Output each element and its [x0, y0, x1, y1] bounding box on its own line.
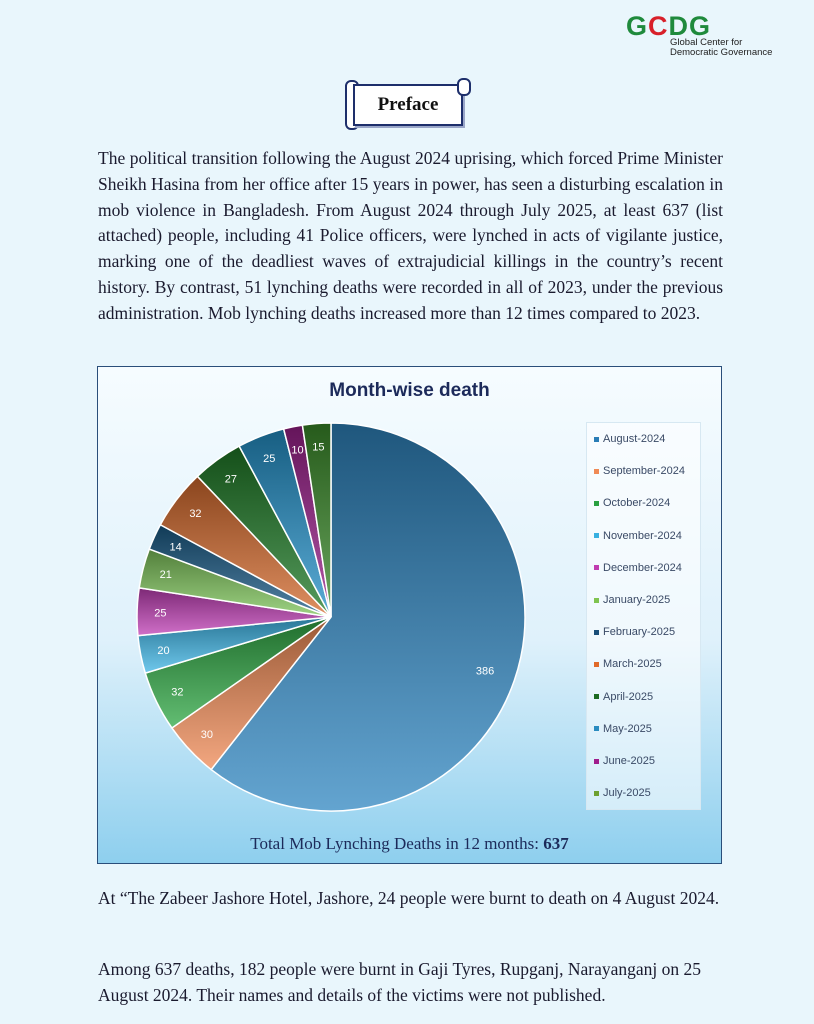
legend-swatch [594, 662, 599, 667]
data-label: 10 [291, 444, 304, 457]
legend-label: September-2024 [603, 465, 685, 478]
legend-swatch [594, 501, 599, 506]
logo-line-2: Democratic Governance [670, 47, 773, 58]
data-label: 386 [475, 665, 495, 678]
legend-item [594, 626, 675, 638]
legend-item [594, 465, 685, 477]
legend-swatch [594, 533, 599, 538]
total-label: Total Mob Lynching Deaths in 12 months: [250, 834, 544, 853]
legend-label: March-2025 [603, 658, 662, 671]
legend-label: October-2024 [603, 497, 671, 510]
chart-legend [586, 422, 701, 810]
pie-chart-panel [97, 366, 722, 864]
legend-label: May-2025 [603, 722, 652, 735]
logo-subtitle [670, 38, 796, 58]
page-title: Preface [377, 94, 439, 115]
legend-label: January-2025 [603, 594, 671, 606]
legend-swatch [594, 791, 599, 796]
data-label: 20 [157, 645, 170, 658]
legend-label: August-2024 [603, 433, 666, 445]
scroll-roll-right [457, 78, 471, 96]
legend-item [594, 433, 665, 445]
data-label: 30 [200, 729, 214, 742]
gaji-tyres-paragraph: Among 637 deaths, 182 people were burnt in Gaji Tyres, Rupganj, Narayanganj on 25 August 2024. Their names and details of the victims were not published. [98, 959, 702, 1005]
legend-item [594, 497, 670, 509]
scroll-box [353, 84, 463, 126]
legend-item [594, 691, 653, 703]
legend-swatch [594, 759, 599, 764]
gcdg-logo [626, 12, 796, 58]
legend-item [594, 755, 655, 767]
legend-label: December-2024 [603, 561, 682, 574]
legend-label: April-2025 [603, 690, 654, 703]
data-label: 25 [263, 452, 276, 465]
legend-item [594, 723, 652, 735]
data-label: 14 [169, 541, 182, 554]
preface-paragraph: The political transition following the August 2024 uprising, which forced Prime Minister Sheikh Hasina from her office after 15 years in power, has seen a disturbing escalation in mob violence in Bangladesh. From August 2024 through July 2025, at least 637 (list attached) people, including 41 Police officers, were lynched in acts of vigilante justice, marking one of the deadliest waves of extrajudicial killings in the country’s recent history. By contrast, 51 lynching deaths were recorded in all of 2023, under the previous administration. Mob lynching deaths increased more than 12 times compared to 2023. [98, 148, 723, 323]
total-deaths [98, 834, 721, 854]
total-value: 637 [543, 834, 569, 853]
preface-banner [343, 78, 471, 130]
logo-letters: GCDG [626, 11, 712, 41]
legend-item [594, 530, 682, 542]
legend-label: February-2025 [603, 626, 676, 639]
hotel-paragraph: At “The Zabeer Jashore Hotel, Jashore, 24 people were burnt to death on 4 August 2024. [98, 888, 720, 908]
legend-item [594, 787, 651, 799]
data-label: 15 [312, 441, 325, 454]
data-label: 27 [224, 473, 238, 486]
legend-item [594, 594, 670, 606]
data-label: 32 [171, 686, 184, 699]
legend-swatch [594, 630, 599, 635]
legend-swatch [594, 694, 599, 699]
legend-label: June-2025 [603, 755, 655, 767]
legend-swatch [594, 565, 599, 570]
legend-label: November-2024 [603, 529, 682, 542]
legend-swatch [594, 598, 599, 603]
data-label: 25 [154, 607, 167, 620]
legend-label: July-2025 [603, 787, 651, 800]
legend-swatch [594, 469, 599, 474]
legend-swatch [594, 437, 599, 442]
legend-swatch [594, 726, 599, 731]
data-label: 32 [189, 508, 202, 521]
legend-item [594, 658, 662, 670]
data-label: 21 [159, 569, 172, 582]
logo-line-1: Global Center for [670, 37, 743, 48]
chart-title: Month-wise death [329, 380, 490, 401]
legend-item [594, 562, 682, 574]
